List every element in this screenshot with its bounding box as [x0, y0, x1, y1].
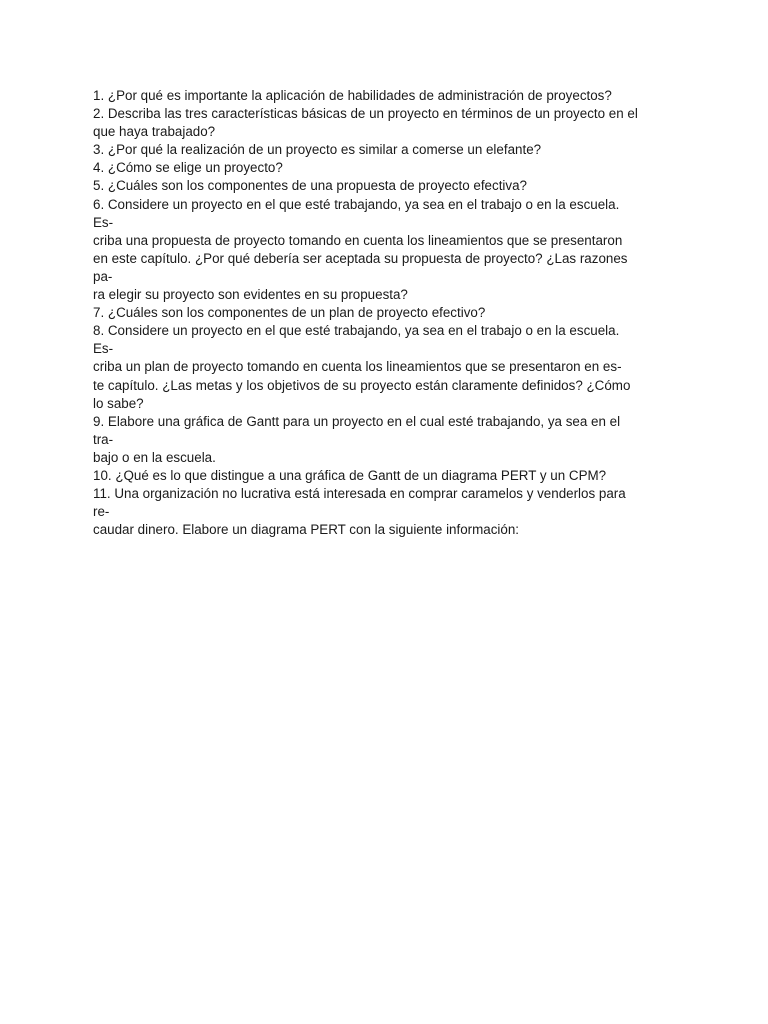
text-line: 9. Elabore una gráfica de Gantt para un proyecto en el cual esté trabajando, ya sea en el — [93, 413, 621, 429]
text-line: 8. Considere un proyecto en el que esté trabajando, ya sea en el trabajo o en la escuela. — [93, 323, 620, 339]
text-line: te capítulo. ¿Las metas y los objetivos de su proyecto están claramente definidos? ¿Cómo — [93, 377, 631, 393]
text-line: 7. ¿Cuáles son los componentes de un plan de proyecto efectivo? — [93, 305, 486, 321]
text-line: 5. ¿Cuáles son los componentes de una propuesta de proyecto efectiva? — [93, 178, 527, 194]
text-line: 6. Considere un proyecto en el que esté trabajando, ya sea en el trabajo o en la escuela. — [93, 196, 620, 212]
text-line: que haya trabajado? — [93, 124, 216, 140]
text-line: lo sabe? — [93, 395, 144, 411]
text-line: 2. Describa las tres características básicas de un proyecto en términos de un proyecto en el — [93, 106, 638, 122]
text-line: 4. ¿Cómo se elige un proyecto? — [93, 160, 283, 176]
question-list — [93, 87, 683, 539]
text-line: 10. ¿Qué es lo que distingue a una gráfica de Gantt de un diagrama PERT y un CPM? — [93, 467, 607, 483]
text-line: criba un plan de proyecto tomando en cuenta los lineamientos que se presentaron en es- — [93, 359, 622, 375]
text-line: 1. ¿Por qué es importante la aplicación de habilidades de administración de proyectos? — [93, 88, 612, 103]
text-line: 11. Una organización no lucrativa está interesada en comprar caramelos y venderlos para — [93, 486, 626, 502]
text-line: Es- — [93, 341, 114, 357]
text-line: 3. ¿Por qué la realización de un proyecto es similar a comerse un elefante? — [93, 142, 542, 158]
text-line: pa- — [93, 268, 113, 284]
text-line: criba una propuesta de proyecto tomando en cuenta los lineamientos que se presentaron — [93, 232, 623, 248]
text-line: caudar dinero. Elabore un diagrama PERT con la siguiente información: — [93, 522, 520, 538]
text-line: tra- — [93, 431, 114, 447]
text-line: Es- — [93, 214, 114, 230]
text-line: ra elegir su proyecto son evidentes en su propuesta? — [93, 287, 408, 303]
text-line: en este capítulo. ¿Por qué debería ser aceptada su propuesta de proyecto? ¿Las razones — [93, 250, 628, 266]
text-line: re- — [93, 504, 110, 520]
text-line: bajo o en la escuela. — [93, 449, 216, 465]
